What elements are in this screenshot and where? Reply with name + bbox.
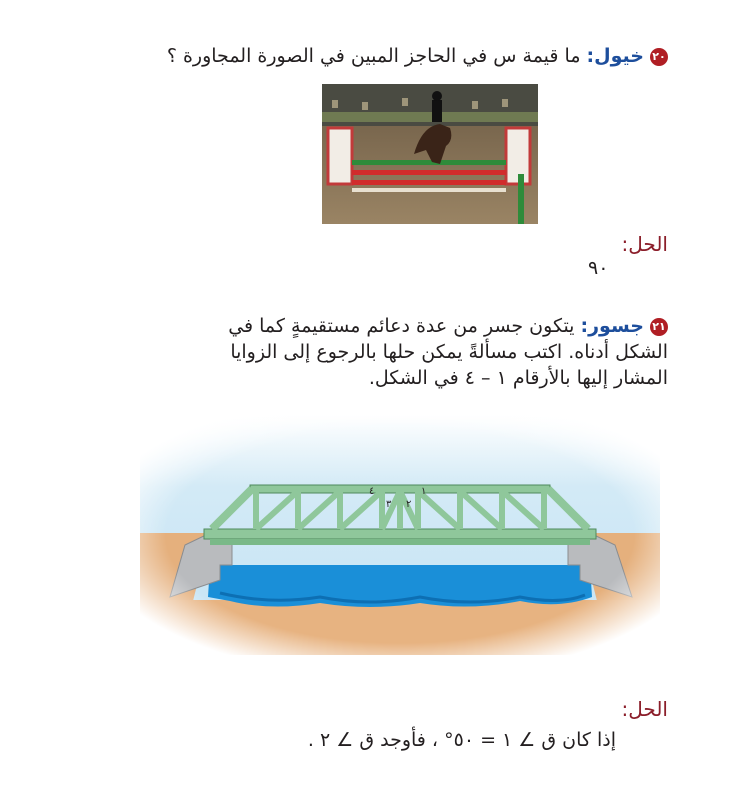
horse-jump-photo <box>322 84 538 224</box>
question-21 <box>28 313 668 391</box>
question-20 <box>28 43 668 69</box>
angle-label-1: ١ <box>421 486 427 497</box>
angle-label-4: ٤ <box>369 486 375 497</box>
question-21-line-1: ٢١جسور: يتكون جسر من عدة دعائم مستقيمةٍ كما في <box>28 313 668 339</box>
bridge-illustration <box>140 415 660 655</box>
angle-label-2: ٢ <box>406 499 412 510</box>
angle-label-3: ٣ <box>386 499 392 510</box>
question-number-20: ٢٠ <box>650 48 668 66</box>
answer-20: ٩٠ <box>588 257 609 279</box>
question-number-21: ٢١ <box>650 318 668 336</box>
answer-21: إذا كان ق ∠ ١ = ٥٠° ، فأوجد ق ∠ ٢ . <box>307 729 616 751</box>
question-keyword-horses: خيول: <box>586 45 644 67</box>
question-21-line-3: المشار إليها بالأرقام ١ – ٤ في الشكل. <box>368 367 668 389</box>
question-text-20: ما قيمة س في الحاجز المبين في الصورة المجاورة ؟ <box>166 45 587 67</box>
question-21-line-2: الشكل أدناه. اكتب مسألةً يمكن حلها بالرجوع إلى الزوايا <box>230 341 668 363</box>
question-keyword-bridges: جسور: <box>580 315 644 337</box>
solution-label-21: الحل: <box>621 697 668 721</box>
solution-label-20: الحل: <box>621 232 668 256</box>
